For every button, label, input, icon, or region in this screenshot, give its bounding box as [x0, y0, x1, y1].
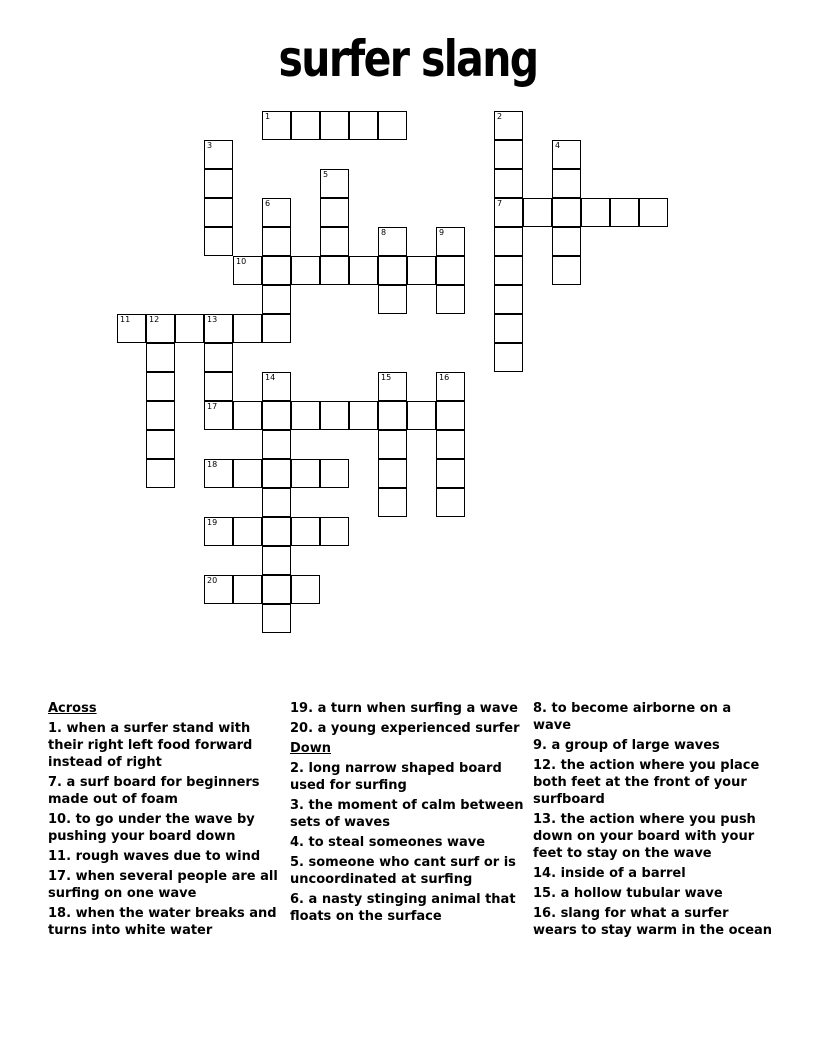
grid-cell[interactable]: [204, 372, 233, 401]
grid-cell[interactable]: [494, 343, 523, 372]
grid-cell[interactable]: [378, 285, 407, 314]
grid-cell[interactable]: [291, 575, 320, 604]
cell-number: 1: [265, 112, 271, 121]
grid-cell[interactable]: [436, 401, 465, 430]
grid-cell[interactable]: [262, 314, 291, 343]
grid-cell[interactable]: [262, 285, 291, 314]
grid-cell[interactable]: [204, 459, 233, 488]
grid-cell[interactable]: [233, 575, 262, 604]
grid-cell[interactable]: [436, 285, 465, 314]
grid-cell[interactable]: [204, 343, 233, 372]
grid-cell[interactable]: [494, 227, 523, 256]
page-title: surfer slang: [278, 30, 538, 88]
grid-cell[interactable]: [233, 314, 262, 343]
cell-number: 9: [439, 228, 445, 237]
grid-cell[interactable]: [320, 227, 349, 256]
grid-cell[interactable]: [436, 256, 465, 285]
grid-cell[interactable]: [204, 140, 233, 169]
across-clue: 17. when several people are all surfing on one wave: [48, 869, 278, 901]
down-heading: Down: [290, 741, 331, 756]
down-clue: 16. slang for what a surfer wears to stay warm in the ocean: [533, 906, 773, 938]
cell-number: 17: [207, 402, 218, 411]
down-clue: 8. to become airborne on a wave: [533, 701, 732, 733]
grid-cell[interactable]: [320, 401, 349, 430]
grid-cell[interactable]: [436, 227, 465, 256]
down-clue: 9. a group of large waves: [533, 738, 720, 753]
across-clue: 18. when the water breaks and turns into white water: [48, 906, 277, 938]
cell-number: 10: [236, 257, 247, 266]
clues-column-1: [48, 700, 278, 942]
cell-number: 19: [207, 518, 218, 527]
grid-cell[interactable]: [262, 198, 291, 227]
down-clue: 15. a hollow tubular wave: [533, 886, 723, 901]
grid-cell[interactable]: [117, 314, 146, 343]
grid-cell[interactable]: [378, 111, 407, 140]
grid-cell[interactable]: [204, 198, 233, 227]
grid-cell[interactable]: [494, 314, 523, 343]
across-clue: 7. a surf board for beginners made out of foam: [48, 775, 260, 807]
grid-cell[interactable]: [233, 459, 262, 488]
grid-cell[interactable]: [552, 169, 581, 198]
grid-cell[interactable]: [349, 111, 378, 140]
cell-number: 13: [207, 315, 218, 324]
across-heading: Across: [48, 701, 97, 716]
cell-number: 5: [323, 170, 329, 179]
grid-cell[interactable]: [407, 256, 436, 285]
grid-cell[interactable]: [320, 256, 349, 285]
grid-cell[interactable]: [233, 517, 262, 546]
grid-cell[interactable]: [233, 401, 262, 430]
grid-cell[interactable]: [320, 169, 349, 198]
cell-number: 14: [265, 373, 276, 382]
grid-cell[interactable]: [320, 198, 349, 227]
grid-cell[interactable]: [291, 459, 320, 488]
down-clue: 5. someone who cant surf or is uncoordinated at surfing: [290, 855, 516, 887]
down-clue: 13. the action where you push down on your board with your feet to stay on the wave: [533, 812, 756, 861]
across-clue: 20. a young experienced surfer: [290, 721, 520, 736]
grid-cell[interactable]: [233, 256, 262, 285]
grid-cell[interactable]: [262, 256, 291, 285]
grid-cell[interactable]: [146, 430, 175, 459]
grid-cell[interactable]: [494, 111, 523, 140]
grid-cell[interactable]: [262, 488, 291, 517]
grid-cell[interactable]: [523, 198, 552, 227]
grid-cell[interactable]: [204, 314, 233, 343]
grid-cell[interactable]: [552, 198, 581, 227]
grid-cell[interactable]: [146, 343, 175, 372]
grid-cell[interactable]: [378, 256, 407, 285]
grid-cell[interactable]: [378, 488, 407, 517]
down-clue: 4. to steal someones wave: [290, 835, 486, 850]
cell-number: 16: [439, 373, 450, 382]
grid-cell[interactable]: [146, 401, 175, 430]
down-clue: 6. a nasty stinging animal that floats on the surface: [290, 892, 516, 924]
grid-cell[interactable]: [291, 517, 320, 546]
grid-cell[interactable]: [494, 285, 523, 314]
grid-cell[interactable]: [262, 546, 291, 575]
cell-number: 2: [497, 112, 503, 121]
cell-number: 7: [497, 199, 503, 208]
across-clue: 1. when a surfer stand with their right left food forward instead of right: [48, 721, 253, 770]
grid-cell[interactable]: [436, 459, 465, 488]
grid-cell[interactable]: [436, 430, 465, 459]
grid-cell[interactable]: [291, 111, 320, 140]
grid-cell[interactable]: [262, 111, 291, 140]
across-clue: 10. to go under the wave by pushing your board down: [48, 812, 255, 844]
across-clue: 11. rough waves due to wind: [48, 849, 261, 864]
grid-cell[interactable]: [349, 256, 378, 285]
cell-number: 3: [207, 141, 213, 150]
grid-cell[interactable]: [378, 227, 407, 256]
cell-number: 11: [120, 315, 131, 324]
cell-number: 6: [265, 199, 271, 208]
grid-cell[interactable]: [494, 169, 523, 198]
clues-column-2: [290, 700, 526, 928]
grid-cell[interactable]: [378, 401, 407, 430]
down-clue: 2. long narrow shaped board used for surfing: [290, 761, 502, 793]
grid-cell[interactable]: [262, 430, 291, 459]
across-clue: 19. a turn when surfing a wave: [290, 701, 518, 716]
grid-cell[interactable]: [146, 372, 175, 401]
grid-cell[interactable]: [262, 372, 291, 401]
down-clue: 12. the action where you place both feet at the front of your surfboard: [533, 758, 760, 807]
grid-cell[interactable]: [204, 517, 233, 546]
grid-cell[interactable]: [494, 256, 523, 285]
grid-cell[interactable]: [291, 401, 320, 430]
grid-cell[interactable]: [204, 401, 233, 430]
grid-cell[interactable]: [262, 459, 291, 488]
grid-cell[interactable]: [262, 604, 291, 633]
grid-cell[interactable]: [494, 198, 523, 227]
cell-number: 12: [149, 315, 160, 324]
grid-cell[interactable]: [262, 227, 291, 256]
grid-cell[interactable]: [262, 517, 291, 546]
grid-cell[interactable]: [552, 256, 581, 285]
cell-number: 20: [207, 576, 218, 585]
grid-cell[interactable]: [146, 459, 175, 488]
cell-number: 4: [555, 141, 561, 150]
grid-cell[interactable]: [436, 488, 465, 517]
grid-cell[interactable]: [204, 227, 233, 256]
grid-cell[interactable]: [320, 517, 349, 546]
grid-cell[interactable]: [175, 314, 204, 343]
grid-cell[interactable]: [436, 372, 465, 401]
grid-cell[interactable]: [639, 198, 668, 227]
grid-cell[interactable]: [262, 401, 291, 430]
grid-cell[interactable]: [320, 459, 349, 488]
grid-cell[interactable]: [204, 575, 233, 604]
grid-cell[interactable]: [407, 401, 436, 430]
cell-number: 8: [381, 228, 387, 237]
cell-number: 18: [207, 460, 218, 469]
down-clue: 3. the moment of calm between sets of waves: [290, 798, 524, 830]
grid-cell[interactable]: [262, 575, 291, 604]
grid-cell[interactable]: [581, 198, 610, 227]
grid-cell[interactable]: [552, 140, 581, 169]
down-clue: 14. inside of a barrel: [533, 866, 686, 881]
grid-cell[interactable]: [378, 459, 407, 488]
grid-cell[interactable]: [320, 111, 349, 140]
grid-cell[interactable]: [494, 140, 523, 169]
grid-cell[interactable]: [204, 169, 233, 198]
grid-cell[interactable]: [610, 198, 639, 227]
grid-cell[interactable]: [146, 314, 175, 343]
grid-cell[interactable]: [378, 430, 407, 459]
clues-column-3: [533, 700, 773, 942]
grid-cell[interactable]: [291, 256, 320, 285]
grid-cell[interactable]: [378, 372, 407, 401]
grid-cell[interactable]: [552, 227, 581, 256]
grid-cell[interactable]: [349, 401, 378, 430]
cell-number: 15: [381, 373, 392, 382]
